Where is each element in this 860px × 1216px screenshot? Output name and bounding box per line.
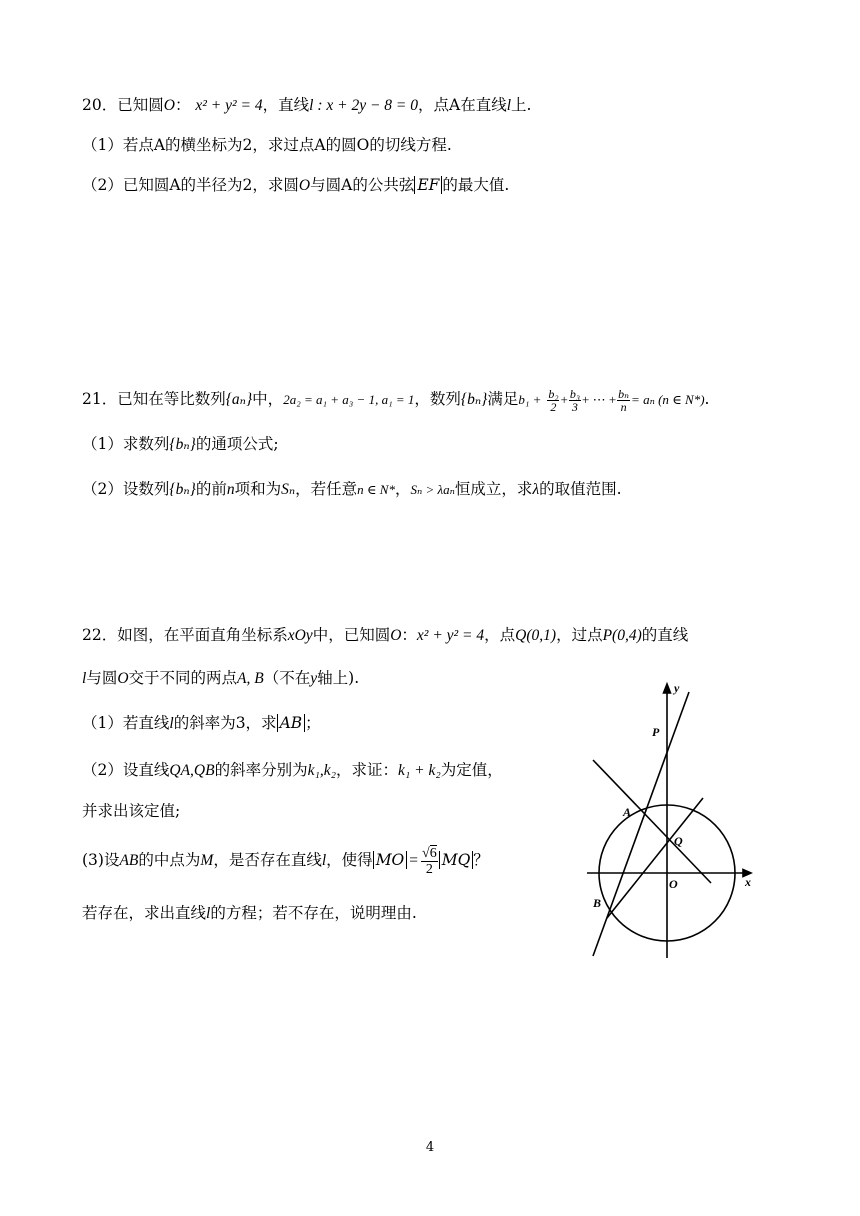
p22-stem-line2 bbox=[82, 667, 359, 690]
p22-q2-text: 的斜率分别为 bbox=[214, 761, 308, 779]
p22-q3 bbox=[82, 842, 489, 879]
p22-q2-text: 并求出该定值; bbox=[82, 802, 181, 820]
p21-q2-text: ， bbox=[394, 480, 411, 498]
p22-q3-text: 若存在，求出直线 bbox=[82, 904, 207, 922]
p21-q2-seq: {bₙ} bbox=[169, 481, 196, 498]
p22-text: （不在 bbox=[263, 669, 311, 687]
label-o: O bbox=[669, 877, 678, 891]
p22-q3-l2: l bbox=[206, 905, 211, 922]
p22-q1-l: l bbox=[169, 715, 174, 732]
y-arrow-icon bbox=[664, 684, 671, 693]
p21-q2-text: 恒成立，求 bbox=[454, 480, 533, 498]
p22-q1-text: ； bbox=[305, 714, 321, 732]
p21-seq-b: {bₙ} bbox=[460, 391, 488, 408]
p21-cond: 2a₂ = a₁ + a₃ − 1, a₁ = 1 bbox=[283, 392, 415, 407]
p20-text: ，直线 bbox=[262, 96, 310, 114]
p20-line-eq: l : x + 2y − 8 = 0 bbox=[309, 97, 418, 114]
p21-q2-ineq: Sₙ > λaₙ bbox=[410, 482, 455, 497]
p21-frac2: $\frac{\text{b₃}}{3}$ bbox=[569, 386, 580, 414]
p20-q2-O: O bbox=[298, 177, 311, 194]
p22-q2-k: k₁,k₂ bbox=[307, 762, 337, 779]
p22-point-q: Q(0,1) bbox=[515, 627, 557, 644]
p21-dots: + ⋯ + bbox=[582, 392, 617, 407]
p22-text: 轴上). bbox=[317, 669, 360, 687]
label-p: P bbox=[652, 725, 660, 739]
p21-stem: 21．已知在等比数列{aₙ}中，2a₂ = a₁ + a₃ − 1, a₁ = 1，数列{bₙ}满足b₁ + $\frac{\text{b₂}}{2}$ + $\frac{\text{b₃}}{3}$ + ⋯ + $\frac{\text{bₙ}}{n}$ = aₙ (n ∈ N*). bbox=[82, 386, 710, 414]
geometry-figure bbox=[585, 678, 760, 960]
p20-q2-text: 的最大值. bbox=[442, 176, 510, 194]
p21-q2-text: ，若任意 bbox=[295, 480, 358, 498]
p21-text: 中， bbox=[252, 390, 284, 408]
p20-chord: EF bbox=[414, 176, 442, 194]
p22-text: 22．如图，在平面直角坐标系 bbox=[82, 626, 288, 644]
p20-l: l bbox=[506, 97, 512, 114]
p22-q2-sum: k₁ + k₂ bbox=[398, 762, 441, 779]
p22-text: ，点 bbox=[484, 626, 516, 644]
p22-l: l bbox=[82, 670, 87, 687]
p20-text: ： bbox=[174, 96, 191, 114]
p20-q1-text: （1）若点A的横坐标为2，求过点A的圆O的切线方程. bbox=[82, 136, 452, 154]
p21-q1-text: （1）求数列 bbox=[82, 435, 170, 453]
label-y: y bbox=[674, 681, 680, 695]
p22-q3-text: ，是否存在直线 bbox=[213, 851, 322, 869]
p21-q2-text: 的前 bbox=[195, 480, 227, 498]
p20-text: ，点A在直线 bbox=[418, 96, 507, 114]
p22-q3-eq: = bbox=[409, 852, 419, 869]
p21-text: 21．已知在等比数列 bbox=[82, 390, 226, 408]
p21-q2-text: 项和为 bbox=[234, 480, 282, 498]
p22-q3-text: ？ bbox=[473, 851, 489, 869]
p21-q2-text: 的取值范围. bbox=[539, 480, 622, 498]
p20-circle-eq: x² + y² = 4 bbox=[195, 97, 263, 114]
p22-y: y bbox=[310, 670, 318, 687]
p22-q1 bbox=[82, 712, 321, 735]
p22-q3-text: ，使得 bbox=[326, 851, 373, 869]
p22-q2-lines: QA,QB bbox=[169, 762, 215, 779]
p22-q2-line2 bbox=[82, 800, 180, 822]
p21-q2-lambda: λ bbox=[532, 481, 540, 498]
p21-q2-S: Sₙ bbox=[281, 481, 296, 498]
p22-q3-frac: $\frac{√6}{2}$ bbox=[422, 845, 437, 877]
label-x: x bbox=[745, 875, 751, 889]
p22-q2-text: 为定值， bbox=[440, 761, 503, 779]
p22-q2-text: （2）设直线 bbox=[82, 761, 170, 779]
p22-q3-text: 的方程；若不存在，说明理由. bbox=[210, 904, 417, 922]
p21-frac3: $\frac{\text{bₙ}}{n}$ bbox=[618, 386, 630, 414]
p21-q2-cond: n ∈ N* bbox=[357, 482, 395, 497]
p22-stem bbox=[82, 624, 688, 647]
p21-text: ，数列 bbox=[414, 390, 461, 408]
p22-q1-text: 的斜率为3，求 bbox=[173, 714, 277, 732]
p22-q3-text: 的中点为 bbox=[138, 851, 201, 869]
p22-circle-name: O bbox=[390, 627, 402, 644]
p20-circle-name: O bbox=[163, 97, 175, 114]
p21-text: . bbox=[704, 390, 710, 408]
p21-text: 满足 bbox=[487, 390, 519, 408]
p21-sum-lhs: b₁ + bbox=[518, 392, 542, 407]
p20-stem bbox=[82, 94, 531, 117]
p20-text: 20．已知圆 bbox=[82, 96, 164, 114]
p20-q1 bbox=[82, 134, 452, 156]
p22-coord: xOy bbox=[287, 627, 313, 644]
p22-point-p: P(0,4) bbox=[602, 627, 642, 644]
p22-text: ： bbox=[401, 626, 417, 644]
p22-points: A, B bbox=[237, 670, 264, 687]
line-qb bbox=[607, 798, 703, 918]
p22-q1-abs: AB bbox=[277, 714, 306, 732]
p22-q3-MO: MO bbox=[373, 851, 408, 869]
line-qa bbox=[593, 760, 711, 883]
p22-q3-l: l bbox=[321, 852, 327, 869]
p22-q3-AB: AB bbox=[119, 852, 139, 869]
p21-seq-a: {aₙ} bbox=[225, 391, 253, 408]
p22-q1-text: （1）若直线 bbox=[82, 714, 170, 732]
p21-q1-text: 的通项公式; bbox=[195, 435, 279, 453]
p22-text: 与圆 bbox=[86, 669, 118, 687]
p22-q3-MQ: MQ bbox=[439, 851, 474, 869]
p22-q3-text: (3)设 bbox=[82, 851, 120, 869]
p22-text: 中，已知圆 bbox=[312, 626, 391, 644]
p21-frac1: $\frac{\text{b₂}}{2}$ bbox=[548, 386, 559, 414]
p22-O: O bbox=[117, 670, 129, 687]
p22-text: 的直线 bbox=[641, 626, 689, 644]
p22-q3-line2 bbox=[82, 902, 417, 925]
p20-q2 bbox=[82, 174, 509, 197]
label-q: Q bbox=[674, 834, 683, 848]
p21-sum-rhs: = aₙ (n ∈ N*) bbox=[631, 392, 705, 407]
p21-q1-seq: {bₙ} bbox=[169, 436, 196, 453]
page-number: 4 bbox=[425, 1140, 435, 1155]
label-a: A bbox=[623, 805, 632, 819]
p20-q2-text: 与圆A的公共弦 bbox=[310, 176, 415, 194]
p22-text: ，过点 bbox=[556, 626, 603, 644]
label-b: B bbox=[593, 896, 602, 910]
p22-circle-eq: x² + y² = 4 bbox=[416, 627, 485, 644]
p21-q1 bbox=[82, 433, 279, 456]
p22-text: 交于不同的两点 bbox=[128, 669, 238, 687]
p20-text: 上. bbox=[511, 96, 532, 114]
p21-q2 bbox=[82, 478, 622, 501]
p21-q2-text: （2）设数列 bbox=[82, 480, 170, 498]
p22-q2-text: ，求证： bbox=[336, 761, 399, 779]
p22-q3-M: M bbox=[200, 852, 214, 869]
p22-q2 bbox=[82, 759, 503, 782]
p20-q2-text: （2）已知圆A的半径为2，求圆 bbox=[82, 176, 299, 194]
p21-q2-n: n bbox=[226, 481, 235, 498]
